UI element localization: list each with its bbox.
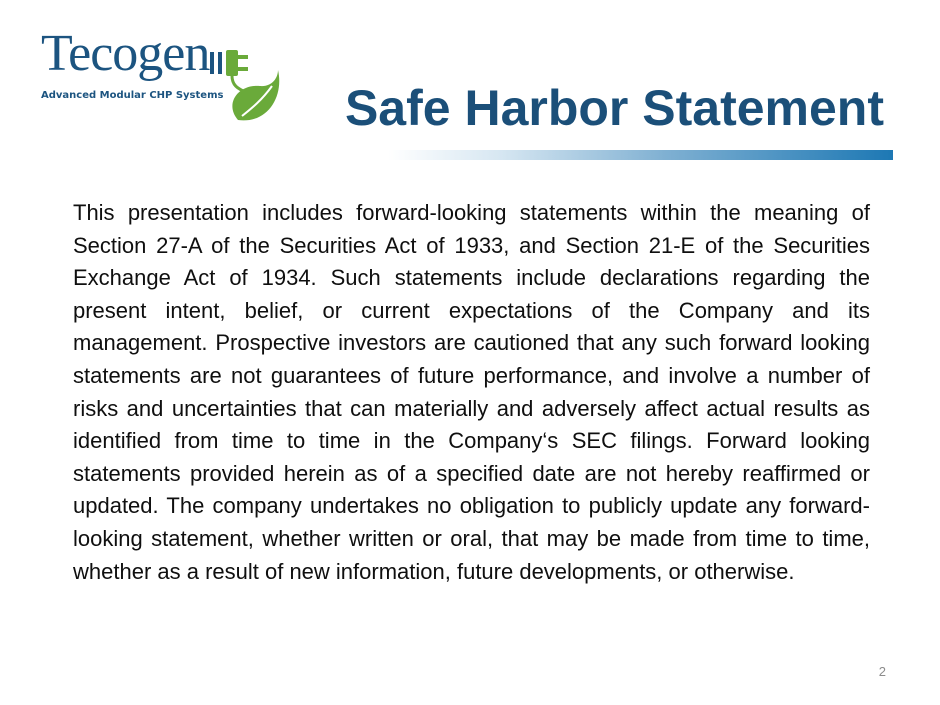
title-underline [388,150,893,160]
plug-leaf-icon [208,34,282,126]
page-number: 2 [878,664,886,679]
safe-harbor-paragraph: This presentation includes forward-looking statements within the meaning of Section 27-A of the Securities Act of 1933, and Section 21-E of the Securities Exchange Act of 1934. Such statements include declarations regarding the present intent, belief, or current expectations of the Company and its management. Prospective investors are cautioned that any such forward looking statements are not guarantees of future performance, and involve a number of risks and uncertainties that can materially and adversely affect actual results as identified from time to time in the Company‘s SEC filings. Forward looking statements provided herein as of a specified date are not hereby reaffirmed or updated. The company undertakes no obligation to publicly update any forward-looking statement, whether written or oral, that may be made from time to time, whether as a result of new information, future developments, or otherwise. [73,200,870,584]
company-logo [36,20,286,130]
logo-wordmark: Tecogen [41,25,210,82]
slide-title: Safe Harbor Statement [344,80,884,136]
logo-tagline: Advanced Modular CHP Systems [41,90,224,101]
